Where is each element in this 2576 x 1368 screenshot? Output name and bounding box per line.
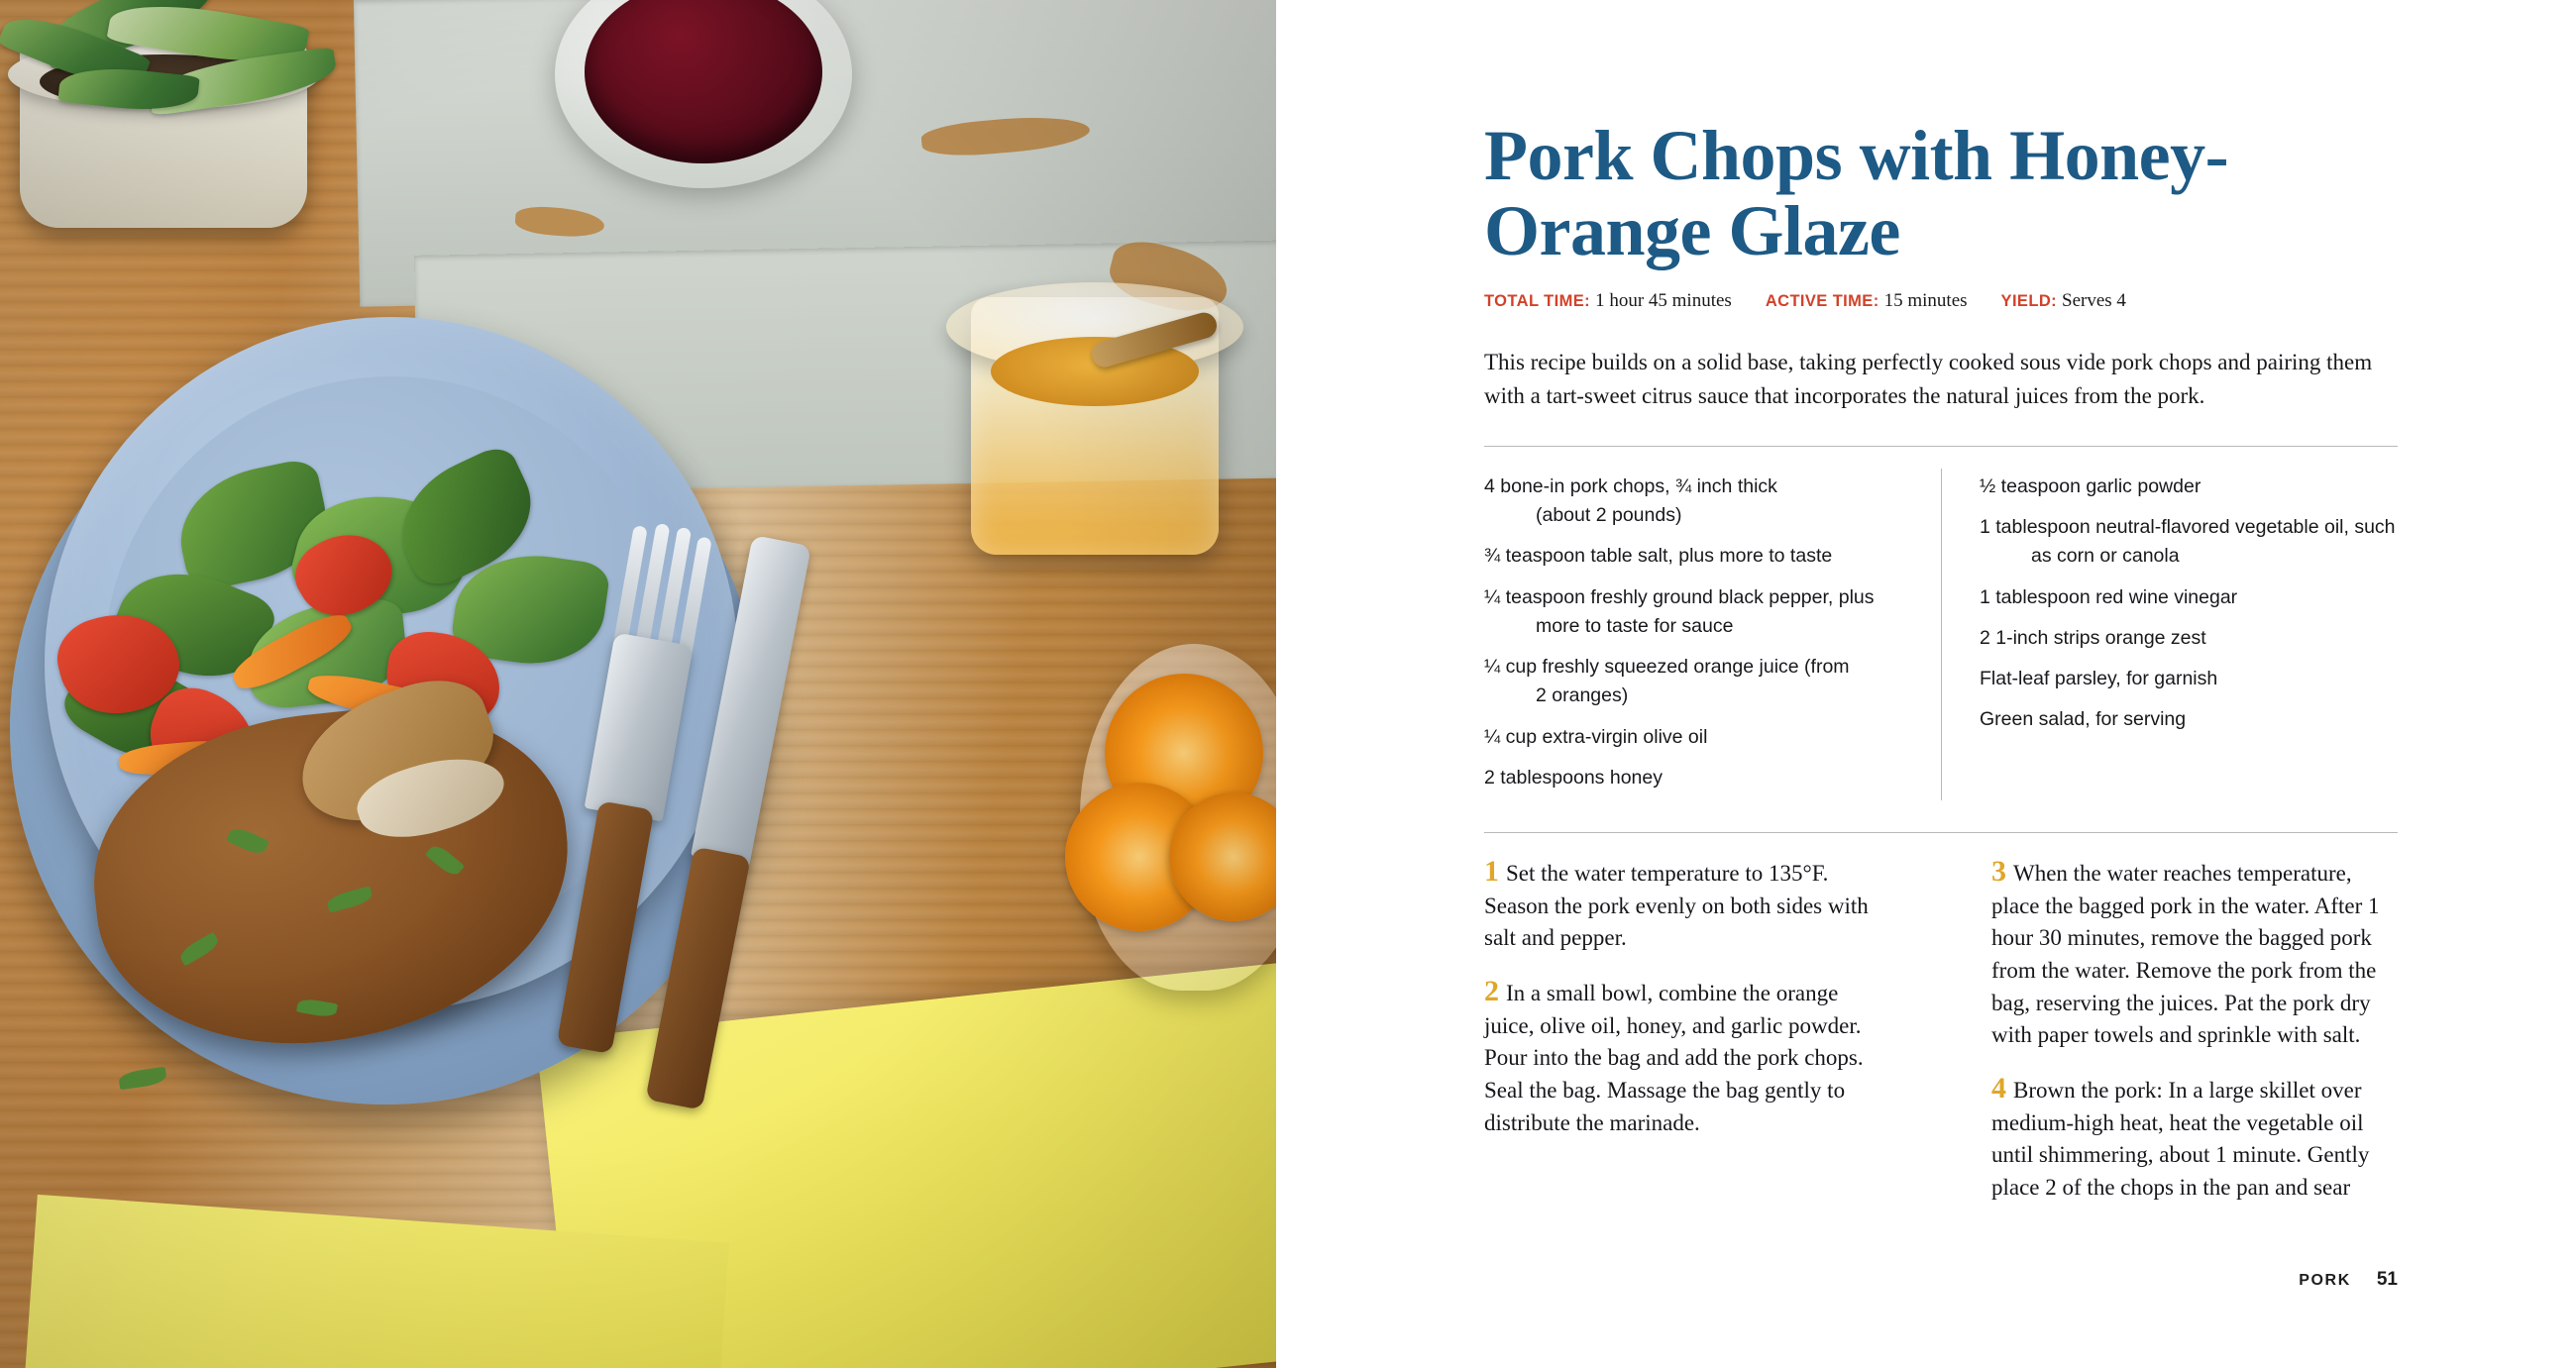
ingredient-text-continued: (about 2 pounds) <box>1536 504 1682 527</box>
ingredient-item <box>1484 583 1902 642</box>
step-number: 4 <box>1991 1072 2006 1105</box>
recipe-text-page <box>1276 0 2576 1368</box>
step-text: Set the water temperature to 135°F. Season the pork evenly on both sides with salt and pepper. <box>1484 861 1869 951</box>
meta-yield-value: Serves 4 <box>2062 290 2126 312</box>
ingredient-item <box>1980 665 2398 693</box>
ingredients-column-right <box>1938 473 2398 804</box>
step-number: 3 <box>1991 855 2006 889</box>
ingredient-text: ¼ cup freshly squeezed orange juice (from <box>1484 656 1850 679</box>
meta-yield-label: YIELD: <box>2000 292 2058 311</box>
ingredient-text: 2 tablespoons honey <box>1484 766 1663 789</box>
recipe-title: Pork Chops with Honey-Orange Glaze <box>1484 116 2229 270</box>
meta-active-time-value: 15 minutes <box>1883 290 1968 312</box>
step-text: In a small bowl, combine the orange juice, olive oil, honey, and garlic powder. Pour into the bag and add the pork chops. Seal the bag. Massage the bag gently to distribute the marinade. <box>1484 981 1864 1135</box>
step-text: Brown the pork: In a large skillet over medium-high heat, heat the vegetable oil until shimmering, about 1 minute. Gently place 2 of the chops in the pan and sear <box>1991 1078 2370 1201</box>
ingredient-item <box>1980 705 2398 734</box>
ingredient-text: ¼ teaspoon freshly ground black pepper, plus <box>1484 585 1875 608</box>
ingredient-item <box>1980 513 2398 572</box>
meta-total-time-label: TOTAL TIME: <box>1484 292 1591 311</box>
meta-total-time-value: 1 hour 45 minutes <box>1595 290 1732 312</box>
instruction-column-left <box>1484 857 1950 1226</box>
ingredient-item <box>1484 473 1902 531</box>
ingredient-item <box>1980 624 2398 653</box>
ingredient-item <box>1484 764 1902 792</box>
ingredient-text-continued: as corn or canola <box>2031 545 2180 568</box>
meta-active-time-label: ACTIVE TIME: <box>1765 292 1879 311</box>
instruction-columns <box>1484 857 2398 1226</box>
meta-total-time <box>1484 290 1732 312</box>
step-text: When the water reaches temperature, place the bagged pork in the water. After 1 hour 30 minutes, remove the bagged pork from the water. Remove the pork from the bag, reserving the juices. Pat the pork dry with paper towels and sprinkle with salt. <box>1991 861 2380 1048</box>
instruction-step <box>1991 1074 2398 1205</box>
ingredient-text: 1 tablespoon red wine vinegar <box>1980 585 2238 608</box>
ingredient-item <box>1980 473 2398 501</box>
ingredient-text: 1 tablespoon neutral-flavored vegetable oil, such <box>1980 516 2396 539</box>
ingredient-text: ½ teaspoon garlic powder <box>1980 474 2201 497</box>
ingredients-columns <box>1484 473 2398 804</box>
divider-above-steps <box>1484 832 2398 833</box>
ingredient-text: ¼ cup extra-virgin olive oil <box>1484 725 1708 748</box>
ingredient-text: Flat-leaf parsley, for garnish <box>1980 668 2218 690</box>
page-number: 51 <box>2376 1269 2398 1290</box>
ingredient-text-continued: more to taste for sauce <box>1536 614 1734 637</box>
divider-above-ingredients <box>1484 446 2398 447</box>
recipe-meta-row <box>1484 290 2398 312</box>
ingredient-item <box>1484 653 1902 711</box>
ingredient-item <box>1484 542 1902 571</box>
meta-yield <box>2001 290 2126 312</box>
ingredient-text-continued: 2 oranges) <box>1536 684 1629 707</box>
ingredient-text: 2 1-inch strips orange zest <box>1980 626 2206 649</box>
meta-active-time <box>1766 290 1968 312</box>
footer-section-label: PORK <box>2299 1272 2351 1289</box>
instruction-step <box>1484 977 1890 1139</box>
food-photograph <box>0 0 1276 1368</box>
instruction-column-right <box>1950 857 2398 1226</box>
ingredient-item <box>1484 723 1902 752</box>
page-footer <box>2299 1269 2398 1291</box>
ingredient-text: 4 bone-in pork chops, ¾ inch thick <box>1484 474 1777 497</box>
instruction-step <box>1484 857 1890 955</box>
step-number: 2 <box>1484 975 1499 1008</box>
ingredients-column-left <box>1484 473 1938 804</box>
step-number: 1 <box>1484 855 1499 889</box>
ingredients-vertical-divider <box>1941 469 1942 800</box>
ingredient-text: Green salad, for serving <box>1980 708 2187 731</box>
recipe-intro: This recipe builds on a solid base, taking perfectly cooked sous vide pork chops and pairing them with a tart-sweet citrus sauce that incorporates the natural juices from the pork. <box>1484 350 2373 408</box>
recipe-photo-page <box>0 0 1276 1368</box>
ingredient-item <box>1980 583 2398 612</box>
ingredient-text: ¾ teaspoon table salt, plus more to taste <box>1484 545 1833 568</box>
instruction-step <box>1991 857 2398 1052</box>
